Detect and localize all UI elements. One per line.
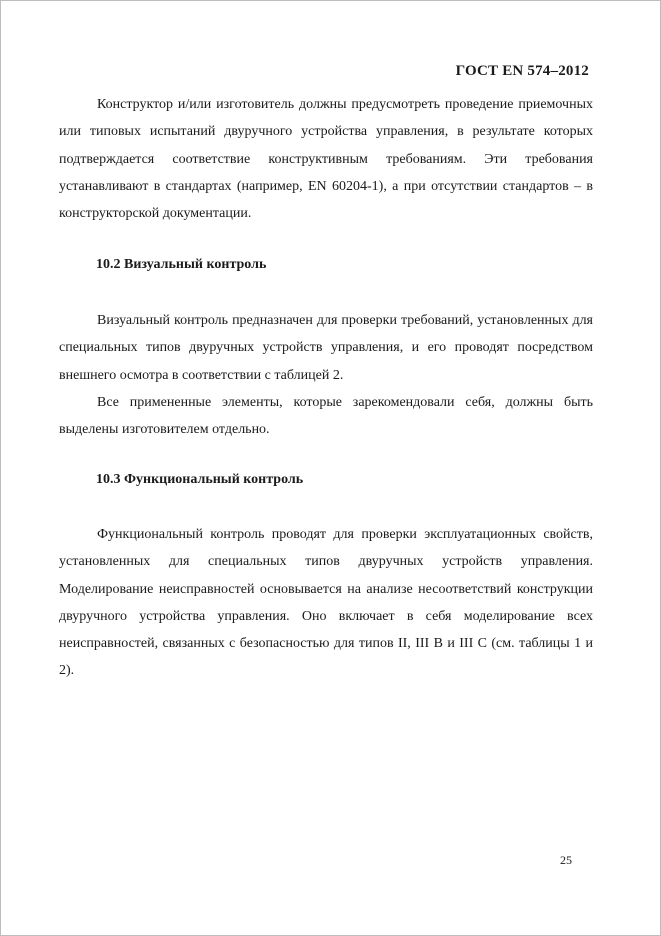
intro-paragraph-text: Конструктор и/или изготовитель должны предусмотреть проведение приемочных или типовых испытаний двуручного устройства управления, в результате которых подтверждается соответствие конструктивным требованиям. Эти требования устанавливают в стандартах (например, EN 60204-1), а при отсутствии стандартов – в конструкторской документации.: [59, 97, 593, 222]
section-10-3-paragraph: Функциональный контроль проводят для проверки эксплуатационных свойств, установленных для специальных типов двуручных устройств управления. Моделирование неисправностей основывается на анализе несоответствий конструкции двуручного устройства управления. Оно включает в себя моделирование всех неисправностей, связанных с безопасностью для типов II, III B и III C (см. таблицы 1 и 2).: [59, 527, 593, 679]
intro-paragraph: [59, 91, 593, 227]
page-number: 25: [560, 853, 572, 867]
section-10-3-body: [59, 521, 593, 685]
section-10-2-body: [59, 307, 593, 443]
section-10-2-paragraph-2: Все примененные элементы, которые зарекомендовали себя, должны быть выделены изготовителем отдельно.: [59, 394, 593, 438]
document-header-standard-code: ГОСТ EN 574–2012: [455, 63, 589, 79]
section-heading-10-3: 10.3 Функциональный контроль: [96, 472, 304, 487]
section-10-2-paragraph-1: Визуальный контроль предназначен для проверки требований, установленных для специальных типов двуручных устройств управления, и его проводят посредством внешнего осмотра в соответствии с таблицей 2.: [59, 313, 593, 383]
section-heading-10-2: 10.2 Визуальный контроль: [96, 257, 267, 272]
